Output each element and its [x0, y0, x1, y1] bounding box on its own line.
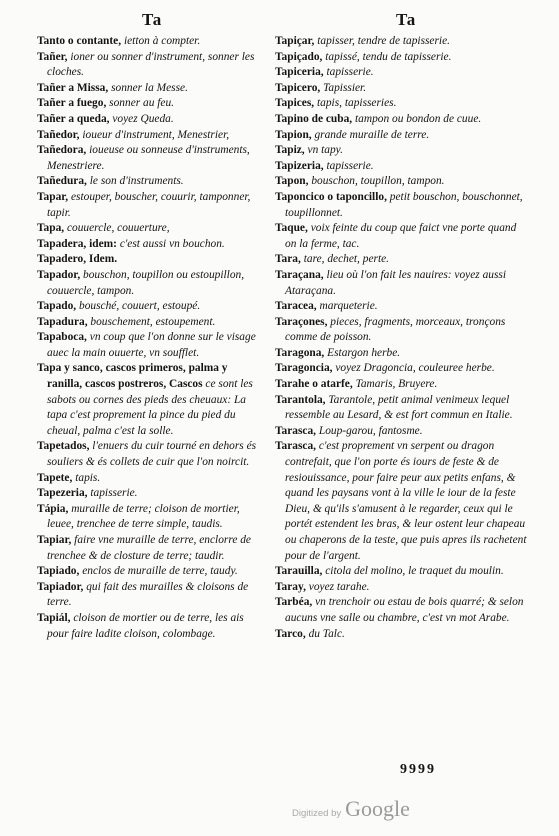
entry-definition: vn trenchoir ou estau de bois quarré; & selon aucuns vne salle ou chambre, c'est vn mot Arabe. [285, 596, 524, 624]
entry-definition: faire vne muraille de terre, enclorre de trenchee & de closture de terre; taudir. [47, 534, 251, 562]
entry-headword: Tapa, [37, 222, 65, 235]
entry-headword: Tañedura, [37, 175, 87, 188]
entry-headword: Tapete, [37, 471, 73, 484]
dictionary-entry [275, 34, 529, 50]
entry-headword: Tarantola, [275, 393, 326, 406]
entry-definition: muraille de terre; cloison de mortier, leuee, trenchee de terre simple, taudis. [47, 502, 240, 531]
entry-definition: sonner la Messe. [111, 81, 188, 94]
entry-definition: l'enuers du cuir tourné en dehors és souliers & és collets de cuir que l'on noircit. [47, 440, 257, 469]
entry-headword: Taray, [275, 580, 306, 593]
entry-definition: tare, dechet, perte. [303, 253, 390, 266]
dictionary-entry [275, 580, 529, 596]
entry-definition: c'est aussi vn bouchon. [119, 237, 225, 250]
entry-headword: Taraçones, [275, 315, 328, 328]
entry-definition: ietton à compter. [123, 35, 201, 47]
dictionary-entry [275, 81, 529, 97]
entry-definition: tapissé, tendu de tapisserie. [325, 50, 452, 63]
entry-definition: estouper, bouscher, couurir, tamponner, tapir. [47, 190, 251, 219]
right-column [275, 34, 529, 642]
entry-definition: vn coup que l'on donne sur le visage auec la main ouuerte, vn soufflet. [47, 331, 256, 359]
entry-definition: tapisserie. [90, 487, 138, 500]
dictionary-entry [275, 439, 529, 564]
dictionary-entry [37, 221, 263, 237]
entry-headword: Tapicero, [275, 81, 321, 94]
entry-definition: marqueterie. [319, 300, 378, 313]
entry-headword: Tapiál, [37, 611, 71, 624]
entry-headword: Tañer a queda, [37, 112, 110, 125]
entry-definition: tapisser, tendre de tapisserie. [317, 35, 450, 47]
entry-definition: tapis. [75, 471, 101, 484]
dictionary-entry [275, 65, 529, 81]
dictionary-entry [37, 471, 263, 487]
dictionary-entry [275, 299, 529, 315]
dictionary-entry [37, 190, 263, 221]
entry-definition: petit bouschon, bouschonnet, toupillonnet. [285, 190, 523, 219]
dictionary-entry [37, 143, 263, 174]
dictionary-entry [37, 34, 263, 50]
entry-headword: Tapadero, Idem. [37, 253, 118, 266]
dictionary-entry [275, 174, 529, 190]
entry-definition: qui fait des murailles & cloisons de terre. [47, 580, 249, 609]
entry-definition: Tarantole, petit animal venimeux lequel ressemble au Lesard, & est fort commun en Italie. [285, 393, 513, 422]
dictionary-entry [37, 252, 263, 268]
dictionary-entry [275, 315, 529, 346]
entry-headword: Tapiador, [37, 580, 84, 593]
entry-definition: bousché, couuert, estoupé. [79, 300, 201, 313]
entry-headword: Tañedora, [37, 144, 87, 157]
entry-definition: vn tapy. [307, 144, 343, 157]
entry-definition: ce sont les sabots ou cornes des pieds des cheuaux: La tapa c'est proprement la pince du pied du cheual, palma c'est la solle. [47, 378, 253, 437]
dictionary-entry [275, 252, 529, 268]
entry-definition: couuercle, couuerture, [66, 222, 170, 235]
entry-headword: Taracea, [275, 300, 317, 313]
dictionary-entry [275, 393, 529, 424]
dictionary-entry [37, 174, 263, 190]
dictionary-entry [275, 50, 529, 66]
entry-definition: voyez Queda. [112, 112, 174, 125]
dictionary-entry [37, 533, 263, 564]
entry-definition: tapis, tapisseries. [317, 97, 397, 110]
dictionary-entry [275, 112, 529, 128]
dictionary-entry [275, 424, 529, 440]
dictionary-entry [275, 143, 529, 159]
entry-definition: bouschon, toupillon ou estoupillon, couuercle, tampon. [47, 268, 245, 297]
entry-headword: Tapar, [37, 190, 69, 203]
running-head-right: Ta [396, 10, 417, 29]
dictionary-entry [37, 268, 263, 299]
entry-headword: Tañer, [37, 50, 68, 63]
entry-definition: bouschon, toupillon, tampon. [311, 175, 445, 188]
dictionary-entry [275, 268, 529, 299]
entry-headword: Taponcico o taponcillo, [275, 190, 387, 203]
entry-definition: tapisserie. [326, 159, 374, 172]
entry-headword: Tapiçado, [275, 50, 323, 63]
entry-headword: Tañer a Missa, [37, 81, 109, 94]
entry-headword: Tapion, [275, 128, 312, 141]
dictionary-entry [37, 611, 263, 642]
entry-headword: Tarauilla, [275, 565, 323, 578]
entry-headword: Tarasca, [275, 424, 317, 437]
entry-definition: lieu où l'on fait les nauires: voyez aussi Ataraçana. [285, 268, 506, 297]
watermark-prefix: Digitized by [292, 808, 342, 819]
running-head-left: Ta [142, 10, 163, 29]
entry-definition: enclos de muraille de terre, taudy. [82, 565, 238, 578]
entry-definition: bouschement, estoupement. [90, 315, 216, 328]
entry-definition: voyez Dragoncia, couleuree herbe. [335, 362, 495, 375]
entry-definition: Tamaris, Bruyere. [355, 378, 438, 391]
entry-definition: voix feinte du coup que faict vne porte quand on la ferme, tac. [285, 222, 517, 250]
dictionary-entry [37, 580, 263, 611]
signature-mark: 9999 [400, 762, 436, 777]
entry-headword: Tapezeria, [37, 487, 88, 500]
dictionary-entry [37, 315, 263, 331]
dictionary-entry [37, 439, 263, 470]
dictionary-entry [37, 502, 263, 533]
entry-definition: Tapissier. [323, 81, 367, 94]
dictionary-entry [37, 112, 263, 128]
left-column [37, 34, 263, 642]
entry-definition: sonner au feu. [109, 97, 175, 110]
dictionary-entry [37, 50, 263, 81]
dictionary-entry [37, 486, 263, 502]
entry-headword: Tañedor, [37, 128, 80, 141]
dictionary-entry [275, 564, 529, 580]
dictionary-entry [37, 299, 263, 315]
entry-definition: Loup-garou, fantosme. [318, 424, 423, 437]
entry-headword: Tara, [275, 253, 301, 266]
entry-headword: Tapiado, [37, 565, 80, 578]
entry-headword: Taque, [275, 222, 308, 235]
entry-headword: Tarahe o atarfe, [275, 378, 353, 391]
entry-definition: du Talc. [308, 627, 345, 640]
entry-headword: Tapino de cuba, [275, 112, 353, 125]
entry-headword: Taragona, [275, 346, 325, 359]
entry-definition: tampon ou bondon de cuue. [355, 112, 482, 125]
dictionary-entry [275, 221, 529, 252]
entry-headword: Tapado, [37, 300, 77, 313]
dictionary-entry [37, 330, 263, 361]
entry-definition: ioner ou sonner d'instrument, sonner les cloches. [47, 50, 255, 79]
dictionary-entry [275, 627, 529, 643]
entry-definition: ioueuse ou sonneuse d'instruments, Menestriere. [47, 144, 250, 172]
entry-headword: Tapadera, idem: [37, 237, 117, 250]
entry-headword: Tapiceria, [275, 66, 324, 79]
dictionary-entry [37, 564, 263, 580]
dictionary-entry [275, 190, 529, 221]
dictionary-entry [275, 377, 529, 393]
dictionary-entry [275, 346, 529, 362]
entry-headword: Tapon, [275, 175, 309, 188]
dictionary-entry [275, 361, 529, 377]
dictionary-entry [275, 595, 529, 626]
entry-definition: le son d'instruments. [89, 175, 184, 188]
entry-definition: pieces, fragments, morceaux, tronçons comme de poisson. [285, 315, 506, 344]
dictionary-entry [275, 96, 529, 112]
entry-headword: Tapiz, [275, 144, 305, 157]
dictionary-entry [37, 81, 263, 97]
dictionary-entry [37, 128, 263, 144]
digitization-watermark [292, 796, 410, 822]
entry-headword: Taragoncia, [275, 362, 333, 375]
entry-headword: Tapices, [275, 97, 315, 110]
entry-headword: Tarasca, [275, 440, 317, 453]
entry-headword: Tanto o contante, [37, 35, 122, 47]
entry-headword: Tapetados, [37, 440, 90, 453]
entry-definition: grande muraille de terre. [314, 128, 430, 141]
entry-headword: Tarco, [275, 627, 306, 640]
entry-definition: citola del molino, le traquet du moulin. [325, 565, 504, 578]
entry-headword: Tapizeria, [275, 159, 324, 172]
entry-headword: Tañer a fuego, [37, 97, 107, 110]
dictionary-entry [275, 159, 529, 175]
entry-headword: Taraçana, [275, 268, 324, 281]
google-logo: Google [345, 796, 410, 821]
entry-definition: voyez tarahe. [308, 580, 370, 593]
entry-headword: Tapiçar, [275, 35, 315, 47]
entry-headword: Tapador, [37, 268, 81, 281]
entry-definition: Estargon herbe. [327, 346, 401, 359]
entry-definition: c'est proprement vn serpent ou dragon contrefait, que l'on porte és iours de feste & de resiouissance, pour faire peur aux petits enfans, & quand les paysans vont à la ville le iour de la feste Dieu, & qu'ils s'amusent à le regarder, ceux qui le portét estendent les bras, & leur ostent leur chapeau ou chaperons de la teste, que puis apres ils rachetent pour de l'argent. [285, 440, 527, 562]
entry-definition: ioueur d'instrument, Menestrier, [82, 128, 230, 141]
dictionary-entry [37, 361, 263, 439]
entry-headword: Tarbéa, [275, 596, 313, 609]
dictionary-entry [275, 128, 529, 144]
entry-definition: cloison de mortier ou de terre, les ais pour faire ladite cloison, colombage. [47, 611, 244, 640]
dictionary-entry [37, 237, 263, 253]
entry-headword: Tapiar, [37, 534, 72, 546]
entry-definition: tapisserie. [326, 66, 374, 79]
entry-headword: Tápia, [37, 502, 69, 515]
entry-headword: Tapa y sanco, cascos primeros, palma y ranilla, cascos postreros, Cascos [37, 362, 228, 391]
dictionary-entry [37, 96, 263, 112]
entry-headword: Tapadura, [37, 315, 88, 328]
entry-headword: Tapaboca, [37, 331, 87, 344]
